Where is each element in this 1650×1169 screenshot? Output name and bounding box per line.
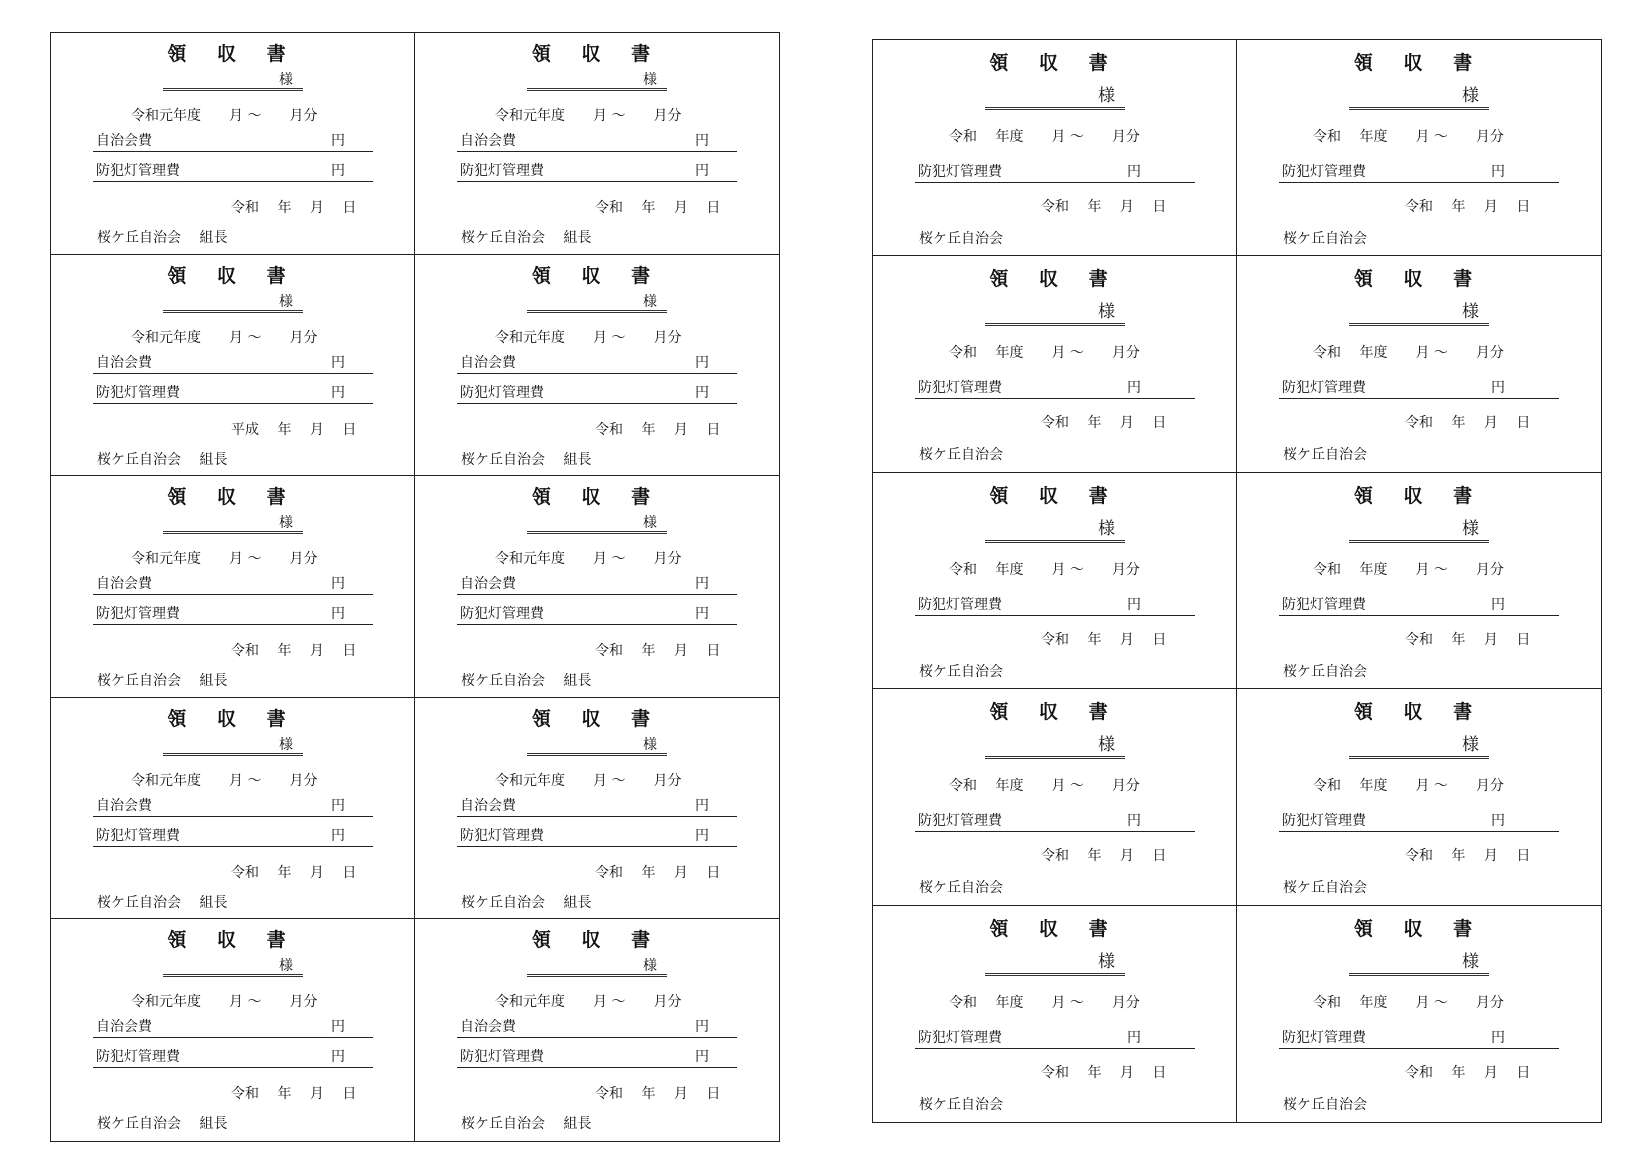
streetlight-fee-label: 防犯灯管理費: [1282, 596, 1366, 613]
right-receipt-sheet: [872, 39, 1602, 1123]
receipt-slip: [415, 255, 779, 477]
receipt-slip: [1237, 40, 1601, 256]
receipt-date: 令和 年 月 日: [1405, 631, 1531, 648]
streetlight-fee-line: [93, 828, 373, 847]
sama-suffix: 様: [279, 515, 293, 532]
association-fee-unit: 円: [331, 354, 345, 371]
receipt-slip: [51, 255, 415, 477]
issuer: 桜ケ丘自治会 組長: [97, 451, 228, 468]
association-fee-unit: 円: [331, 797, 345, 814]
streetlight-fee-label: 防犯灯管理費: [96, 606, 180, 623]
receipt-title: 領 収 書: [989, 484, 1120, 507]
streetlight-fee-unit: 円: [695, 606, 709, 623]
fiscal-period: 令和 年度 月 〜 月分: [949, 994, 1140, 1011]
association-fee-line: [457, 355, 737, 374]
receipt-title: 領 収 書: [167, 43, 298, 65]
fiscal-period: 令和元年度 月 〜 月分: [495, 994, 682, 1011]
receipt-slip: [873, 473, 1237, 689]
receipt-slip: [1237, 256, 1601, 472]
streetlight-fee-label: 防犯灯管理費: [918, 596, 1002, 613]
receipt-date: 平成 年 月 日: [231, 421, 357, 438]
association-fee-unit: 円: [695, 1019, 709, 1036]
receipt-slip: [873, 256, 1237, 472]
issuer: 桜ケ丘自治会: [1283, 880, 1367, 897]
fiscal-period: 令和 年度 月 〜 月分: [949, 345, 1140, 362]
streetlight-fee-label: 防犯灯管理費: [96, 163, 180, 179]
streetlight-fee-line: [1279, 597, 1559, 616]
fiscal-period: 令和元年度 月 〜 月分: [131, 551, 318, 568]
streetlight-fee-line: [915, 813, 1195, 832]
receipt-title: 領 収 書: [531, 486, 663, 509]
receipt-date: 令和 年 月 日: [231, 200, 357, 216]
association-fee-unit: 円: [331, 576, 345, 593]
sama-suffix: 様: [643, 293, 657, 310]
association-fee-line: [93, 1019, 373, 1038]
receipt-slip: [51, 698, 415, 920]
sama-suffix: 様: [1462, 86, 1479, 106]
recipient-name-field: [985, 735, 1125, 759]
receipt-title: 領 収 書: [167, 707, 298, 730]
receipt-title: 領 収 書: [167, 486, 298, 509]
recipient-name-field: [163, 516, 303, 534]
sama-suffix: 様: [643, 958, 657, 975]
sama-suffix: 様: [1462, 518, 1479, 539]
recipient-name-field: [985, 519, 1125, 543]
streetlight-fee-label: 防犯灯管理費: [1282, 164, 1366, 180]
receipt-slip: [1237, 906, 1601, 1122]
fiscal-period: 令和 年度 月 〜 月分: [1313, 129, 1504, 145]
issuer: 桜ケ丘自治会: [1283, 663, 1367, 680]
streetlight-fee-label: 防犯灯管理費: [96, 827, 180, 844]
issuer: 桜ケ丘自治会: [919, 663, 1003, 680]
sama-suffix: 様: [279, 958, 293, 975]
recipient-name-field: [163, 738, 303, 756]
receipt-slip: [1237, 689, 1601, 905]
streetlight-fee-unit: 円: [1491, 1029, 1505, 1046]
receipt-slip: [873, 689, 1237, 905]
streetlight-fee-unit: 円: [1127, 813, 1141, 830]
association-fee-unit: 円: [331, 133, 345, 149]
recipient-name-field: [1349, 86, 1489, 110]
streetlight-fee-line: [1279, 813, 1559, 832]
association-fee-label: 自治会費: [96, 797, 152, 814]
association-fee-unit: 円: [695, 576, 709, 593]
receipt-title: 領 収 書: [1353, 52, 1485, 74]
sama-suffix: 様: [643, 515, 657, 532]
receipt-title: 領 収 書: [1353, 917, 1485, 940]
receipt-title: 領 収 書: [989, 701, 1120, 724]
receipt-title: 領 収 書: [167, 929, 298, 952]
fiscal-period: 令和 年度 月 〜 月分: [949, 778, 1140, 795]
receipt-date: 令和 年 月 日: [231, 864, 357, 881]
receipt-title: 領 収 書: [531, 43, 663, 65]
streetlight-fee-line: [93, 163, 373, 182]
sama-suffix: 様: [1098, 735, 1115, 756]
fiscal-period: 令和 年度 月 〜 月分: [1313, 561, 1504, 578]
association-fee-label: 自治会費: [460, 1019, 516, 1036]
left-receipt-sheet: [50, 32, 780, 1142]
fiscal-period: 令和 年度 月 〜 月分: [1313, 994, 1504, 1011]
receipt-date: 令和 年 月 日: [595, 643, 721, 660]
fiscal-period: 令和元年度 月 〜 月分: [495, 551, 682, 568]
recipient-name-field: [527, 516, 667, 534]
streetlight-fee-unit: 円: [1127, 380, 1141, 397]
fiscal-period: 令和元年度 月 〜 月分: [495, 108, 682, 124]
streetlight-fee-line: [915, 380, 1195, 399]
association-fee-label: 自治会費: [96, 133, 152, 149]
receipt-date: 令和 年 月 日: [1041, 848, 1167, 865]
receipt-title: 領 収 書: [531, 707, 663, 730]
streetlight-fee-unit: 円: [1127, 164, 1141, 180]
receipt-title: 領 収 書: [1353, 701, 1485, 724]
fiscal-period: 令和 年度 月 〜 月分: [1313, 345, 1504, 362]
association-fee-unit: 円: [695, 797, 709, 814]
recipient-name-field: [1349, 952, 1489, 976]
streetlight-fee-line: [915, 597, 1195, 616]
fiscal-period: 令和元年度 月 〜 月分: [131, 994, 318, 1011]
issuer: 桜ケ丘自治会: [919, 231, 1003, 247]
receipt-title: 領 収 書: [531, 929, 663, 952]
receipt-date: 令和 年 月 日: [1405, 415, 1531, 432]
sama-suffix: 様: [1098, 951, 1115, 972]
recipient-name-field: [527, 295, 667, 313]
streetlight-fee-unit: 円: [695, 827, 709, 844]
recipient-name-field: [163, 73, 303, 91]
association-fee-line: [93, 798, 373, 817]
streetlight-fee-label: 防犯灯管理費: [460, 163, 544, 179]
sama-suffix: 様: [643, 736, 657, 753]
receipt-date: 令和 年 月 日: [595, 1086, 721, 1103]
streetlight-fee-label: 防犯灯管理費: [96, 384, 180, 401]
receipt-slip: [51, 476, 415, 698]
receipt-title: 領 収 書: [989, 268, 1120, 291]
recipient-name-field: [527, 738, 667, 756]
receipt-date: 令和 年 月 日: [595, 200, 721, 216]
association-fee-label: 自治会費: [96, 576, 152, 593]
sama-suffix: 様: [1462, 735, 1479, 756]
association-fee-label: 自治会費: [96, 1019, 152, 1036]
receipt-slip: [415, 33, 779, 255]
issuer: 桜ケ丘自治会: [1283, 447, 1367, 464]
streetlight-fee-label: 防犯灯管理費: [460, 384, 544, 401]
receipt-date: 令和 年 月 日: [1405, 848, 1531, 865]
streetlight-fee-unit: 円: [1491, 164, 1505, 180]
issuer: 桜ケ丘自治会 組長: [461, 673, 592, 690]
sama-suffix: 様: [1462, 951, 1479, 972]
streetlight-fee-line: [457, 1049, 737, 1068]
receipt-title: 領 収 書: [989, 52, 1120, 74]
association-fee-line: [93, 576, 373, 595]
fiscal-period: 令和元年度 月 〜 月分: [495, 772, 682, 789]
streetlight-fee-unit: 円: [695, 163, 709, 179]
streetlight-fee-line: [915, 164, 1195, 183]
streetlight-fee-label: 防犯灯管理費: [460, 1049, 544, 1066]
association-fee-line: [93, 355, 373, 374]
fiscal-period: 令和 年度 月 〜 月分: [949, 129, 1140, 145]
receipt-slip: [415, 919, 779, 1141]
issuer: 桜ケ丘自治会 組長: [461, 894, 592, 911]
streetlight-fee-unit: 円: [1127, 1029, 1141, 1046]
receipt-slip: [415, 698, 779, 920]
streetlight-fee-label: 防犯灯管理費: [96, 1049, 180, 1066]
streetlight-fee-line: [457, 828, 737, 847]
receipt-date: 令和 年 月 日: [1405, 199, 1531, 215]
streetlight-fee-unit: 円: [1127, 596, 1141, 613]
recipient-name-field: [163, 295, 303, 313]
sama-suffix: 様: [1098, 86, 1115, 106]
receipt-slip: [873, 906, 1237, 1122]
receipt-slip: [51, 919, 415, 1141]
streetlight-fee-unit: 円: [331, 1049, 345, 1066]
sama-suffix: 様: [1098, 518, 1115, 539]
streetlight-fee-unit: 円: [1491, 596, 1505, 613]
sama-suffix: 様: [1462, 302, 1479, 323]
receipt-date: 令和 年 月 日: [1041, 1064, 1167, 1081]
sama-suffix: 様: [1098, 302, 1115, 323]
streetlight-fee-unit: 円: [331, 606, 345, 623]
issuer: 桜ケ丘自治会: [1283, 231, 1367, 247]
association-fee-label: 自治会費: [96, 354, 152, 371]
streetlight-fee-line: [457, 385, 737, 404]
sama-suffix: 様: [279, 293, 293, 310]
streetlight-fee-label: 防犯灯管理費: [918, 164, 1002, 180]
fiscal-period: 令和元年度 月 〜 月分: [131, 108, 318, 124]
receipt-slip: [873, 40, 1237, 256]
association-fee-unit: 円: [695, 354, 709, 371]
association-fee-line: [457, 576, 737, 595]
receipt-date: 令和 年 月 日: [231, 1086, 357, 1103]
recipient-name-field: [985, 302, 1125, 326]
streetlight-fee-label: 防犯灯管理費: [1282, 813, 1366, 830]
fiscal-period: 令和元年度 月 〜 月分: [131, 772, 318, 789]
association-fee-label: 自治会費: [460, 133, 516, 149]
association-fee-line: [457, 1019, 737, 1038]
receipt-title: 領 収 書: [1353, 268, 1485, 291]
fiscal-period: 令和 年度 月 〜 月分: [949, 561, 1140, 578]
issuer: 桜ケ丘自治会 組長: [97, 673, 228, 690]
streetlight-fee-label: 防犯灯管理費: [1282, 1029, 1366, 1046]
recipient-name-field: [1349, 735, 1489, 759]
association-fee-label: 自治会費: [460, 797, 516, 814]
issuer: 桜ケ丘自治会 組長: [97, 894, 228, 911]
receipt-title: 領 収 書: [1353, 484, 1485, 507]
receipt-date: 令和 年 月 日: [595, 421, 721, 438]
issuer: 桜ケ丘自治会 組長: [97, 1116, 228, 1133]
issuer: 桜ケ丘自治会: [919, 880, 1003, 897]
receipt-date: 令和 年 月 日: [595, 864, 721, 881]
fiscal-period: 令和 年度 月 〜 月分: [1313, 778, 1504, 795]
streetlight-fee-line: [1279, 1030, 1559, 1049]
issuer: 桜ケ丘自治会 組長: [461, 1116, 592, 1133]
association-fee-line: [93, 133, 373, 152]
receipt-slip: [1237, 473, 1601, 689]
issuer: 桜ケ丘自治会 組長: [461, 230, 592, 246]
streetlight-fee-unit: 円: [331, 163, 345, 179]
recipient-name-field: [1349, 519, 1489, 543]
streetlight-fee-line: [1279, 164, 1559, 183]
receipt-title: 領 収 書: [531, 264, 663, 287]
association-fee-unit: 円: [695, 133, 709, 149]
sama-suffix: 様: [279, 72, 293, 88]
streetlight-fee-line: [915, 1030, 1195, 1049]
receipt-slip: [415, 476, 779, 698]
recipient-name-field: [1349, 302, 1489, 326]
issuer: 桜ケ丘自治会: [919, 447, 1003, 464]
receipt-date: 令和 年 月 日: [1041, 199, 1167, 215]
streetlight-fee-line: [1279, 380, 1559, 399]
streetlight-fee-label: 防犯灯管理費: [918, 380, 1002, 397]
fiscal-period: 令和元年度 月 〜 月分: [131, 329, 318, 346]
receipt-date: 令和 年 月 日: [231, 643, 357, 660]
fiscal-period: 令和元年度 月 〜 月分: [495, 329, 682, 346]
streetlight-fee-unit: 円: [695, 384, 709, 401]
streetlight-fee-label: 防犯灯管理費: [460, 606, 544, 623]
receipt-date: 令和 年 月 日: [1041, 415, 1167, 432]
association-fee-line: [457, 798, 737, 817]
streetlight-fee-line: [93, 1049, 373, 1068]
streetlight-fee-label: 防犯灯管理費: [918, 1029, 1002, 1046]
streetlight-fee-unit: 円: [695, 1049, 709, 1066]
streetlight-fee-line: [457, 163, 737, 182]
issuer: 桜ケ丘自治会 組長: [97, 230, 228, 246]
streetlight-fee-label: 防犯灯管理費: [1282, 380, 1366, 397]
streetlight-fee-line: [93, 385, 373, 404]
streetlight-fee-label: 防犯灯管理費: [918, 813, 1002, 830]
streetlight-fee-unit: 円: [1491, 813, 1505, 830]
sama-suffix: 様: [643, 72, 657, 88]
recipient-name-field: [985, 952, 1125, 976]
recipient-name-field: [985, 86, 1125, 110]
streetlight-fee-unit: 円: [331, 827, 345, 844]
receipt-title: 領 収 書: [167, 264, 298, 287]
association-fee-line: [457, 133, 737, 152]
streetlight-fee-label: 防犯灯管理費: [460, 827, 544, 844]
association-fee-label: 自治会費: [460, 354, 516, 371]
issuer: 桜ケ丘自治会: [919, 1096, 1003, 1113]
sama-suffix: 様: [279, 736, 293, 753]
recipient-name-field: [163, 959, 303, 977]
recipient-name-field: [527, 73, 667, 91]
streetlight-fee-unit: 円: [331, 384, 345, 401]
streetlight-fee-line: [457, 606, 737, 625]
recipient-name-field: [527, 959, 667, 977]
streetlight-fee-line: [93, 606, 373, 625]
association-fee-unit: 円: [331, 1019, 345, 1036]
streetlight-fee-unit: 円: [1491, 380, 1505, 397]
association-fee-label: 自治会費: [460, 576, 516, 593]
receipt-title: 領 収 書: [989, 917, 1120, 940]
issuer: 桜ケ丘自治会: [1283, 1096, 1367, 1113]
receipt-slip: [51, 33, 415, 255]
receipt-date: 令和 年 月 日: [1405, 1064, 1531, 1081]
receipt-date: 令和 年 月 日: [1041, 631, 1167, 648]
issuer: 桜ケ丘自治会 組長: [461, 451, 592, 468]
